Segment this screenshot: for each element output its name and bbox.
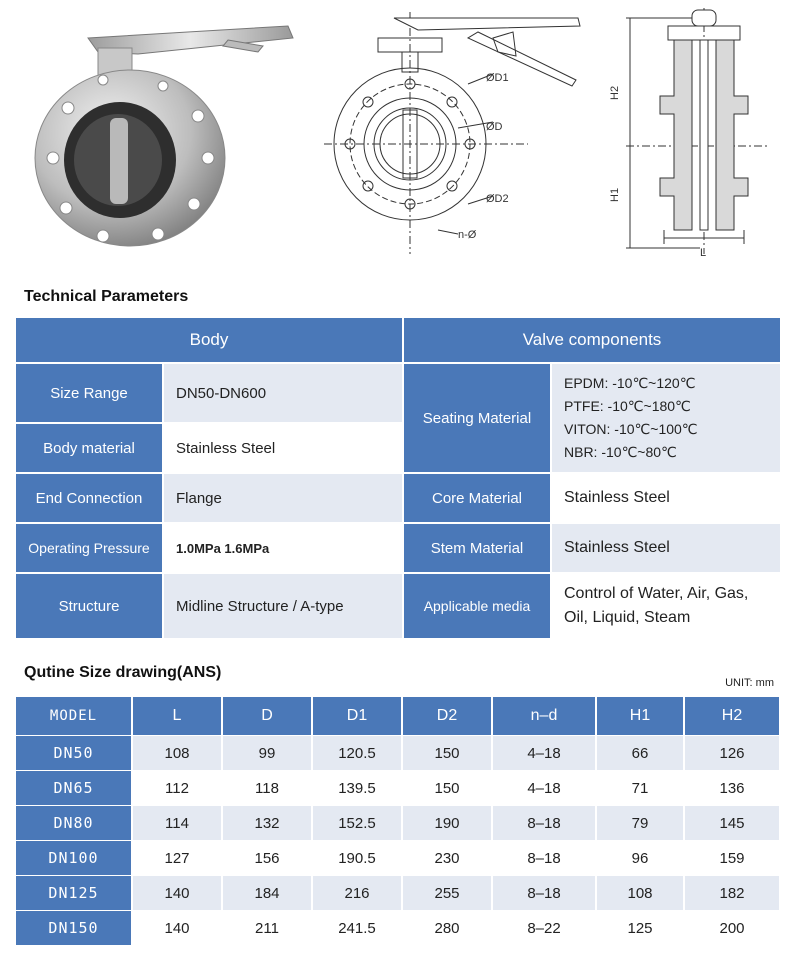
header-model: MODEL <box>16 697 132 736</box>
body-material-value: Stainless Steel <box>164 424 402 472</box>
body-material-label: Body material <box>16 424 162 472</box>
applicable-media-line-1: Control of Water, Air, Gas, <box>564 585 749 602</box>
cell-model: DN65 <box>16 771 132 806</box>
cell-h1: 71 <box>596 771 684 806</box>
cell-n-d: 8–18 <box>492 876 596 911</box>
cell-model: DN100 <box>16 841 132 876</box>
cell-d2: 255 <box>402 876 492 911</box>
body-header: Body <box>16 318 402 362</box>
table-row <box>16 911 780 946</box>
cell-l: 108 <box>132 736 222 771</box>
cell-h2: 136 <box>684 771 780 806</box>
size-table-header-row <box>16 697 780 736</box>
header-l: L <box>132 697 222 736</box>
cell-d2: 190 <box>402 806 492 841</box>
cell-d1: 152.5 <box>312 806 402 841</box>
technical-parameters-table <box>16 318 780 638</box>
cell-model: DN50 <box>16 736 132 771</box>
table-row <box>16 736 780 771</box>
cell-h2: 145 <box>684 806 780 841</box>
technical-parameters-title: Technical Parameters <box>24 288 189 305</box>
core-material-value: Stainless Steel <box>552 474 780 522</box>
cell-l: 112 <box>132 771 222 806</box>
size-range-value: DN50-DN600 <box>164 364 402 422</box>
cell-model: DN80 <box>16 806 132 841</box>
seating-line-epdm: EPDM: -10℃~120℃ <box>564 375 696 391</box>
seating-material-value <box>552 364 780 472</box>
cell-d: 211 <box>222 911 312 946</box>
cell-h1: 96 <box>596 841 684 876</box>
size-table-body <box>16 736 780 946</box>
cell-n-d: 8–18 <box>492 841 596 876</box>
stem-material-label: Stem Material <box>404 524 550 572</box>
stem-material-value: Stainless Steel <box>552 524 780 572</box>
dim-h1-label: H1 <box>609 187 621 202</box>
cell-model: DN125 <box>16 876 132 911</box>
cell-d: 99 <box>222 736 312 771</box>
valve-photo <box>18 8 308 248</box>
cell-d2: 150 <box>402 736 492 771</box>
cell-l: 140 <box>132 911 222 946</box>
seating-line-ptfe: PTFE: -10℃~180℃ <box>564 398 691 414</box>
dim-n-label: n-Ø <box>458 229 477 241</box>
cell-n-d: 4–18 <box>492 771 596 806</box>
cell-d2: 150 <box>402 771 492 806</box>
side-view-drawing <box>600 4 790 266</box>
cell-d1: 190.5 <box>312 841 402 876</box>
structure-label: Structure <box>16 574 162 638</box>
cell-n-d: 4–18 <box>492 736 596 771</box>
table-row <box>16 771 780 806</box>
cell-h2: 182 <box>684 876 780 911</box>
cell-d: 132 <box>222 806 312 841</box>
cell-h2: 200 <box>684 911 780 946</box>
header-n-d: n–d <box>492 697 596 736</box>
dim-l-label: L <box>700 247 707 259</box>
dim-h2-label: H2 <box>609 85 621 100</box>
valve-components-header: Valve components <box>404 318 780 362</box>
cell-d2: 230 <box>402 841 492 876</box>
cell-h2: 159 <box>684 841 780 876</box>
size-table <box>16 697 781 946</box>
dim-d1-label: ØD1 <box>486 72 509 84</box>
table-row <box>16 806 780 841</box>
header-d2: D2 <box>402 697 492 736</box>
dim-d-label: ØD <box>486 121 503 133</box>
cell-h1: 79 <box>596 806 684 841</box>
end-connection-label: End Connection <box>16 474 162 522</box>
cell-h1: 108 <box>596 876 684 911</box>
applicable-media-value <box>552 574 780 638</box>
cell-h1: 66 <box>596 736 684 771</box>
applicable-media-line-2: Oil, Liquid, Steam <box>564 609 691 626</box>
structure-value: Midline Structure / A-type <box>164 574 402 638</box>
header-d: D <box>222 697 312 736</box>
operating-pressure-label: Operating Pressure <box>16 524 162 572</box>
cell-l: 114 <box>132 806 222 841</box>
table-row <box>16 876 780 911</box>
dim-d2-label: ØD2 <box>486 193 509 205</box>
cell-d2: 280 <box>402 911 492 946</box>
cell-d1: 216 <box>312 876 402 911</box>
cell-n-d: 8–18 <box>492 806 596 841</box>
size-range-label: Size Range <box>16 364 162 422</box>
end-connection-value: Flange <box>164 474 402 522</box>
cell-h1: 125 <box>596 911 684 946</box>
seating-line-nbr: NBR: -10℃~80℃ <box>564 444 677 460</box>
table-row <box>16 841 780 876</box>
cell-h2: 126 <box>684 736 780 771</box>
unit-label: UNIT: mm <box>725 677 774 689</box>
seating-line-viton: VITON: -10℃~100℃ <box>564 421 698 437</box>
applicable-media-label: Applicable media <box>404 574 550 638</box>
cell-d: 156 <box>222 841 312 876</box>
cell-d1: 120.5 <box>312 736 402 771</box>
cell-d: 184 <box>222 876 312 911</box>
operating-pressure-value: 1.0MPa 1.6MPa <box>164 524 402 572</box>
header-h1: H1 <box>596 697 684 736</box>
core-material-label: Core Material <box>404 474 550 522</box>
front-view-drawing <box>318 4 588 254</box>
size-drawing-title: Qutine Size drawing(ANS) <box>24 664 222 681</box>
cell-d1: 241.5 <box>312 911 402 946</box>
cell-l: 127 <box>132 841 222 876</box>
cell-n-d: 8–22 <box>492 911 596 946</box>
header-h2: H2 <box>684 697 780 736</box>
seating-material-label: Seating Material <box>404 364 550 472</box>
cell-d: 118 <box>222 771 312 806</box>
cell-d1: 139.5 <box>312 771 402 806</box>
cell-l: 140 <box>132 876 222 911</box>
header-d1: D1 <box>312 697 402 736</box>
cell-model: DN150 <box>16 911 132 946</box>
